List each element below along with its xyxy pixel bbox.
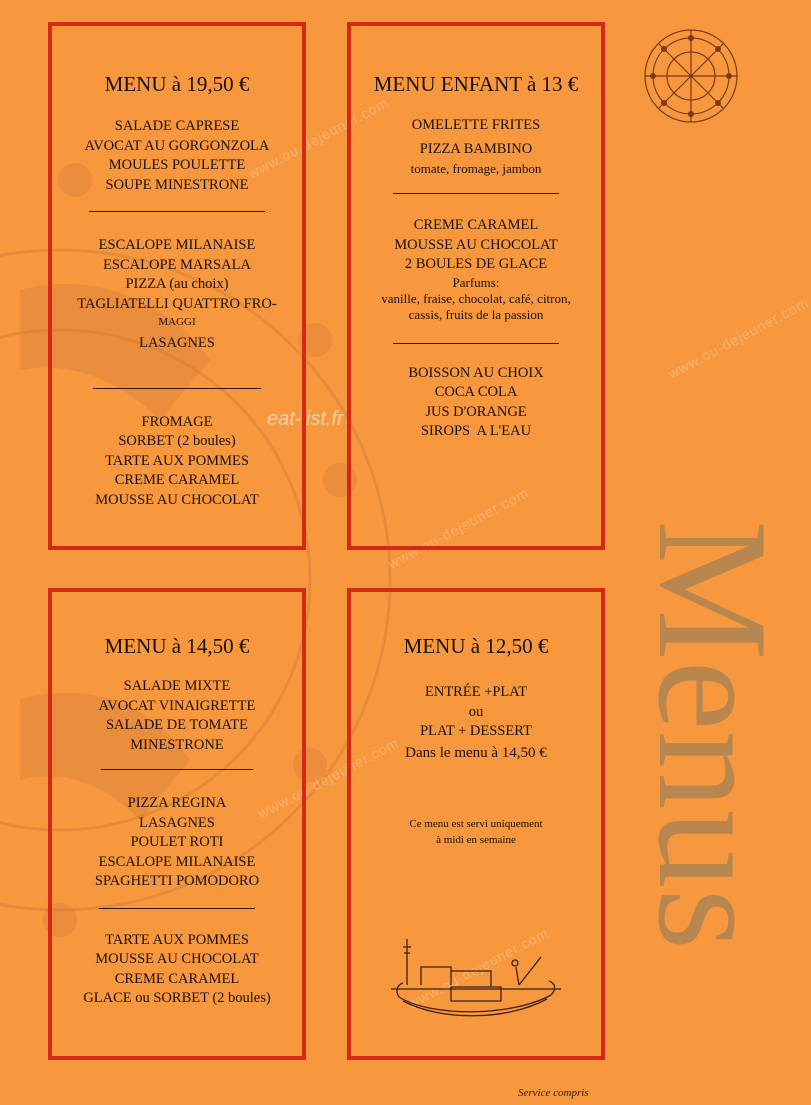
list-item: SALADE MIXTE: [123, 678, 231, 694]
divider: [393, 193, 559, 194]
formula-section: [351, 683, 601, 764]
menu-1250-card: [347, 588, 605, 1060]
list-item: 2 BOULES DE GLACE: [404, 256, 548, 272]
menu-title: MENU à 14,50 €: [104, 634, 250, 658]
list-item: CREME CARAMEL: [413, 217, 539, 233]
list-item: SORBET (2 boules): [118, 433, 236, 449]
list-item: CREME CARAMEL: [114, 472, 240, 488]
list-item: MINESTRONE: [130, 736, 224, 753]
list-item: SOUPE MINESTRONE: [105, 176, 249, 193]
list-item: Dans le menu à 14,50 €: [405, 744, 547, 761]
menu-title: MENU à 12,50 €: [403, 634, 549, 658]
list-item: SIROPS A L'EAU: [420, 423, 532, 439]
mains-section: [52, 794, 302, 892]
list-item: MOUSSE AU CHOCOLAT: [95, 491, 259, 508]
list-item: ENTRÉE +PLAT: [424, 684, 528, 700]
menu-title: MENU à 19,50 €: [104, 72, 250, 96]
list-item: MOULES POULETTE: [108, 157, 246, 173]
list-item: AVOCAT VINAIGRETTE: [98, 697, 256, 714]
list-item: SALADE DE TOMATE: [105, 717, 249, 733]
list-item: JUS D'ORANGE: [425, 403, 527, 420]
list-item: COCA COLA: [434, 384, 518, 400]
list-item: LASAGNES: [139, 335, 215, 351]
list-item: ESCALOPE MILANAISE: [98, 853, 256, 870]
list-item: ESCALOPE MARSALA: [103, 256, 251, 273]
list-item: Parfums:: [452, 274, 500, 290]
watermark-mark: www.ou-dejeuner.com: [255, 734, 402, 822]
watermark-mark: www.ou-dejeuner.com: [665, 294, 811, 382]
site-watermark: eat-list.fr: [267, 408, 344, 430]
drinks-section: [351, 364, 601, 442]
menu-1950-card: [48, 22, 306, 550]
watermark-mark: www.ou-dejeuner.com: [385, 484, 532, 572]
list-item: AVOCAT AU GORGONZOLA: [84, 137, 270, 154]
gondola-illustration-icon: [391, 937, 561, 1027]
list-item: MAGGI: [158, 316, 196, 328]
list-item: TARTE AUX POMMES: [105, 931, 249, 948]
list-item: OMELETTE FRITES: [411, 117, 541, 133]
list-item: PIZZA (au choix): [125, 276, 229, 292]
list-item: SPAGHETTI POMODORO: [94, 873, 260, 889]
menu-enfant-card: [347, 22, 605, 550]
divider: [89, 211, 265, 212]
list-item: LASAGNES: [139, 814, 215, 831]
watermark-mark: www.ou-dejeuner.com: [245, 94, 392, 182]
menus-vertical-title: [625, 520, 800, 1060]
note-line: à midi en semaine: [436, 833, 516, 846]
menu-title: MENU ENFANT à 13 €: [373, 72, 579, 96]
list-item: POULET ROTI: [130, 834, 224, 850]
mains-section: [351, 113, 601, 177]
list-item: MOUSSE AU CHOCOLAT: [95, 951, 259, 967]
list-item: tomate, fromage, jambon: [410, 161, 542, 176]
mains-section: [52, 236, 302, 354]
list-item: BOISSON AU CHOIX: [408, 364, 544, 381]
divider: [93, 388, 261, 389]
note-line: Ce menu est servi uniquement: [409, 817, 543, 830]
list-item: MOUSSE AU CHOCOLAT: [394, 236, 558, 253]
desserts-section: [52, 413, 302, 511]
list-item: CREME CARAMEL: [114, 970, 240, 987]
list-item: SALADE CAPRESE: [114, 118, 240, 134]
desserts-section: [351, 216, 601, 323]
list-item: PIZZA BAMBINO: [419, 141, 533, 157]
watermark-mark: www.ou-dejeuner.com: [405, 924, 552, 1012]
menus-title-text: Menus: [625, 520, 800, 951]
divider: [99, 908, 255, 909]
list-item: cassis, fruits de la passion: [408, 306, 544, 322]
list-item: TARTE AUX POMMES: [105, 452, 249, 469]
desserts-section: [52, 931, 302, 1009]
divider: [101, 769, 253, 770]
starters-section: [52, 117, 302, 195]
divider: [393, 343, 559, 344]
list-item: FROMAGE: [141, 413, 213, 430]
lunch-note: [351, 816, 601, 848]
list-item: vanille, fraise, chocolat, café, citron,: [381, 290, 571, 306]
menu-1450-card: [48, 588, 306, 1060]
list-item: ou: [468, 703, 484, 720]
service-note: Service compris: [518, 1087, 589, 1099]
list-item: ESCALOPE MILANAISE: [98, 237, 256, 253]
list-item: PIZZA REGINA: [127, 795, 227, 811]
list-item: PLAT + DESSERT: [420, 723, 532, 739]
list-item: TAGLIATELLI QUATTRO FRO-: [77, 295, 277, 312]
compass-seal-icon: [642, 24, 740, 128]
list-item: GLACE ou SORBET (2 boules): [83, 990, 271, 1006]
starters-section: [52, 677, 302, 755]
